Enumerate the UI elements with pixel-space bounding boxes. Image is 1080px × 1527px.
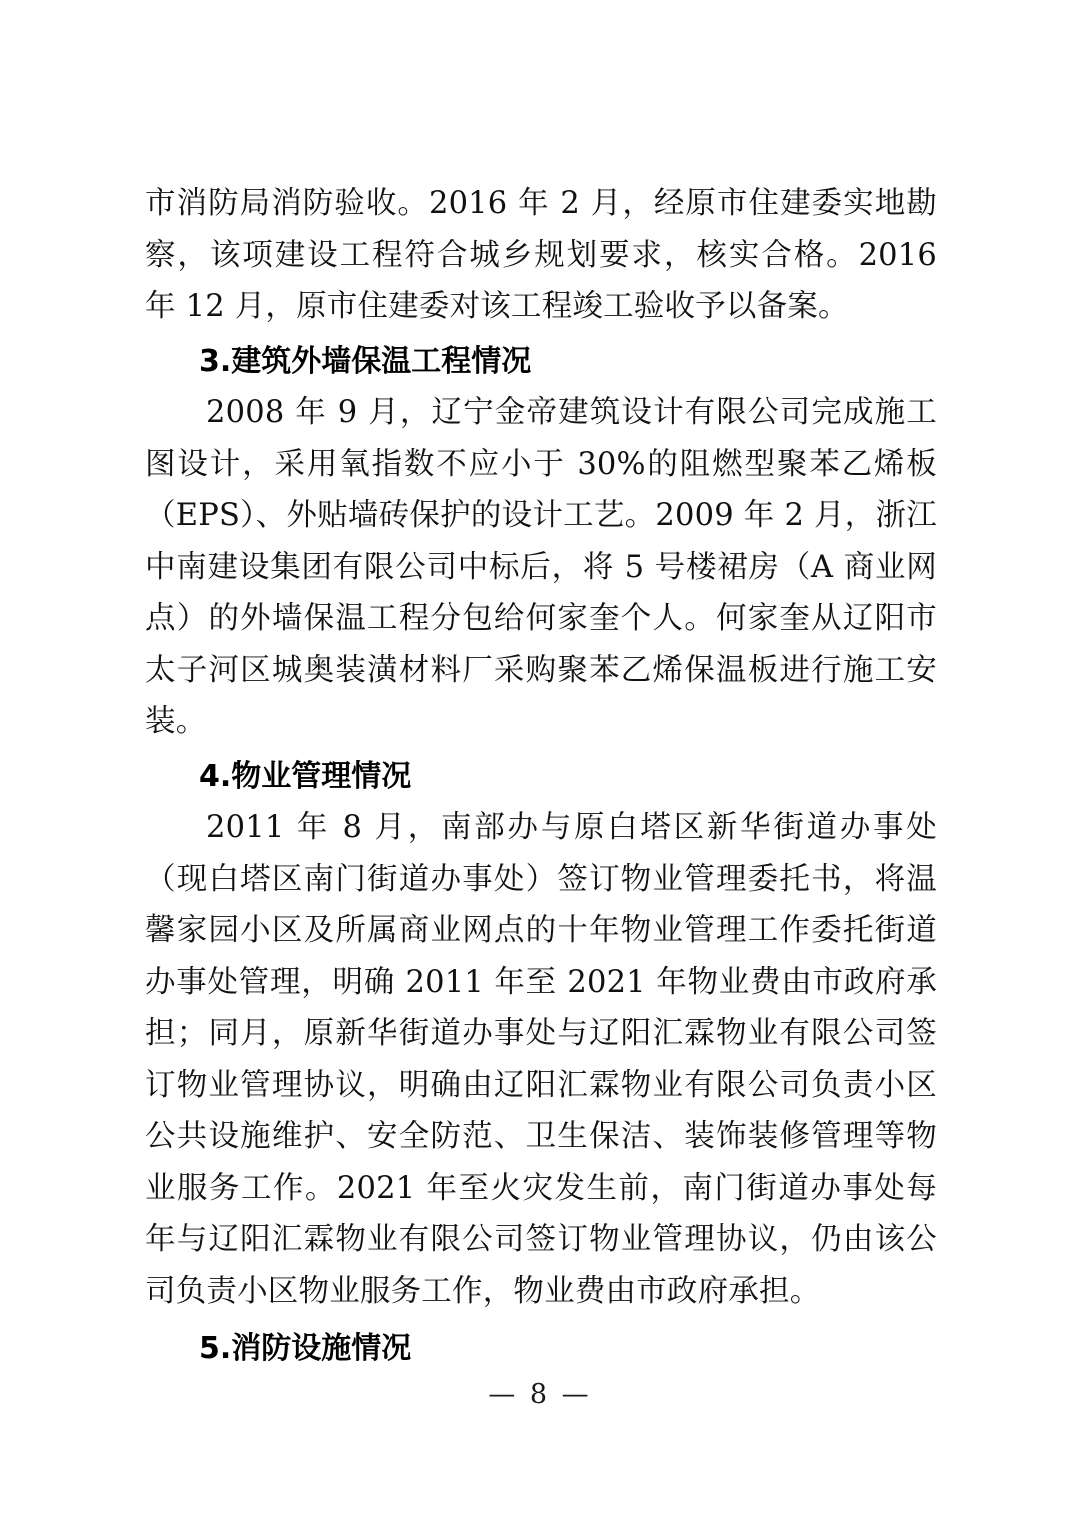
page-number-footer: — 8 —	[488, 1379, 592, 1410]
section-heading-3-exterior-wall-insulation: 3.建筑外墙保温工程情况	[199, 343, 532, 379]
section-heading-5-fire-facilities: 5.消防设施情况	[199, 1331, 412, 1366]
section-heading-4-property-management: 4.物业管理情况	[199, 758, 412, 794]
page-content	[145, 178, 937, 1375]
paragraph-property-management: 2011 年 8 月，南部办与原白塔区新华街道办事处（现白塔区南门街道办事处）签订物业管理委托书，将温馨家园小区及所属商业网点的十年物业管理工作委托街道办事处管理，明确 2011 年至 2021 年物业费由市政府承担；同月，原新华街道办事处与辽阳汇霖物业有限公司签订物业管理协议，明确由辽阳汇霖物业有限公司负责小区公共设施维护、安全防范、卫生保洁、装饰装修管理等物业服务工作。2021 年至火灾发生前，南门街道办事处每年与辽阳汇霖物业有限公司签订物业管理协议，仍由该公司负责小区物业服务工作，物业费由市政府承担。	[145, 810, 937, 1309]
paragraph-construction-acceptance: 市消防局消防验收。2016 年 2 月，经原市住建委实地勘察，该项建设工程符合城乡规划要求，核实合格。2016 年 12 月，原市住建委对该工程竣工验收予以备案。	[145, 186, 937, 324]
paragraph-exterior-wall-insulation: 2008 年 9 月，辽宁金帝建筑设计有限公司完成施工图设计，采用氧指数不应小于 30%的阻燃型聚苯乙烯板（EPS）、外贴墙砖保护的设计工艺。2009 年 2 月，浙江中南建设集团有限公司中标后，将 5 号楼裙房（A 商业网点）的外墙保温工程分包给何家奎个人。何家奎从辽阳市太子河区城奥装潢材料厂采购聚苯乙烯保温板进行施工安装。	[145, 395, 937, 739]
